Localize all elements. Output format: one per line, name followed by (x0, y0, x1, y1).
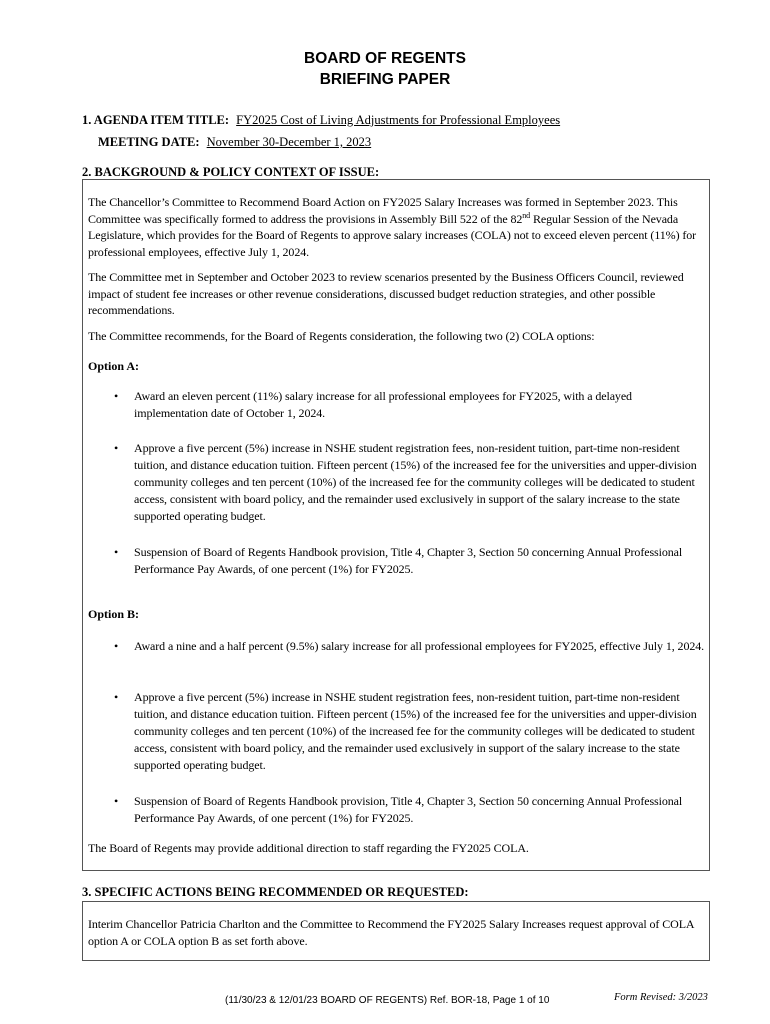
background-paragraph-3: The Committee recommends, for the Board of Regents consideration, the following two (2) COLA options: (88, 329, 595, 343)
option-b-item-1: Award a nine and a half percent (9.5%) salary increase for all professional employees for FY2025, effective July 1, 2024. (134, 639, 705, 653)
option-a-item-1: Award an eleven percent (11%) salary increase for all professional employees for FY2025, with a delayed implementation date of October 1, 2024. (134, 389, 632, 420)
bullet-icon: • (114, 690, 119, 704)
document-title-line2: BRIEFING PAPER (319, 71, 451, 88)
meeting-date-value: November 30-December 1, 2023 (206, 135, 372, 149)
bullet-icon: • (114, 389, 119, 403)
option-a-label: Option A: (88, 359, 140, 373)
bullet-icon: • (114, 639, 119, 653)
background-paragraph-1: The Chancellor’s Committee to Recommend Board Action on FY2025 Salary Increases was formed in September 2023. This Committee was specifically formed to address the provisions in Assembly Bill 522 of the 82nd Regular Session of the Nevada Legislature, which provides for the Board of Regents to approve salary increases (COLA) not to exceed eleven percent (11%) for professional employees, effective July 1, 2024. (88, 195, 697, 259)
bullet-icon: • (114, 441, 119, 455)
background-closing: The Board of Regents may provide additional direction to staff regarding the FY2025 COLA. (88, 841, 529, 855)
actions-text: Interim Chancellor Patricia Charlton and the Committee to Recommend the FY2025 Salary Increases request approval of COLA option A or COLA option B as set forth above. (88, 917, 694, 948)
agenda-item-value: FY2025 Cost of Living Adjustments for Professional Employees (236, 113, 561, 127)
meeting-date-label: MEETING DATE: (98, 135, 200, 149)
document-title-line1: BOARD OF REGENTS (304, 50, 466, 67)
page-footer: (11/30/23 & 12/01/23 BOARD OF REGENTS) Ref. BOR-18, Page 1 of 10 (225, 995, 550, 1006)
option-a-item-3: Suspension of Board of Regents Handbook provision, Title 4, Chapter 3, Section 50 concerning Annual Professional Performance Pay Awards, of one percent (1%) for FY2025. (134, 545, 683, 576)
background-paragraph-2: The Committee met in September and October 2023 to review scenarios presented by the Business Officers Council, reviewed impact of student fee increases or other revenue considerations, discussed budget reduction strategies, and other possible recommendations. (88, 270, 684, 318)
option-b-item-2: Approve a five percent (5%) increase in NSHE student registration fees, non-resident tuition, part-time non-resident tuition, and distance education tuition. Fifteen percent (15%) of the increased fee for the universities and upper-division community colleges and ten percent (10%) of the increased fee for the community colleges will be dedicated to student access, consistent with board policy, and the remainder used exclusively in support of the salary increase to the state supported operating budget. (134, 690, 697, 772)
agenda-item-label: 1. AGENDA ITEM TITLE: (82, 113, 230, 127)
meeting-date-row (98, 135, 671, 150)
form-revised: Form Revised: 3/2023 (614, 992, 708, 1003)
bullet-icon: • (114, 545, 119, 559)
option-b-label: Option B: (88, 607, 140, 621)
agenda-item-row (82, 113, 560, 128)
option-b-item-3: Suspension of Board of Regents Handbook provision, Title 4, Chapter 3, Section 50 concerning Annual Professional Performance Pay Awards, of one percent (1%) for FY2025. (134, 794, 683, 825)
background-heading: 2. BACKGROUND & POLICY CONTEXT OF ISSUE: (82, 165, 380, 179)
bullet-icon: • (114, 794, 119, 808)
option-a-item-2: Approve a five percent (5%) increase in NSHE student registration fees, non-resident tuition, part-time non-resident tuition, and distance education tuition. Fifteen percent (15%) of the increased fee for the universities and upper-division community colleges and ten percent (10%) of the increased fee for the community colleges will be dedicated to student access, consistent with board policy, and the remainder used exclusively in support of the salary increase to the state supported operating budget. (134, 441, 697, 523)
actions-heading: 3. SPECIFIC ACTIONS BEING RECOMMENDED OR REQUESTED: (82, 885, 469, 899)
